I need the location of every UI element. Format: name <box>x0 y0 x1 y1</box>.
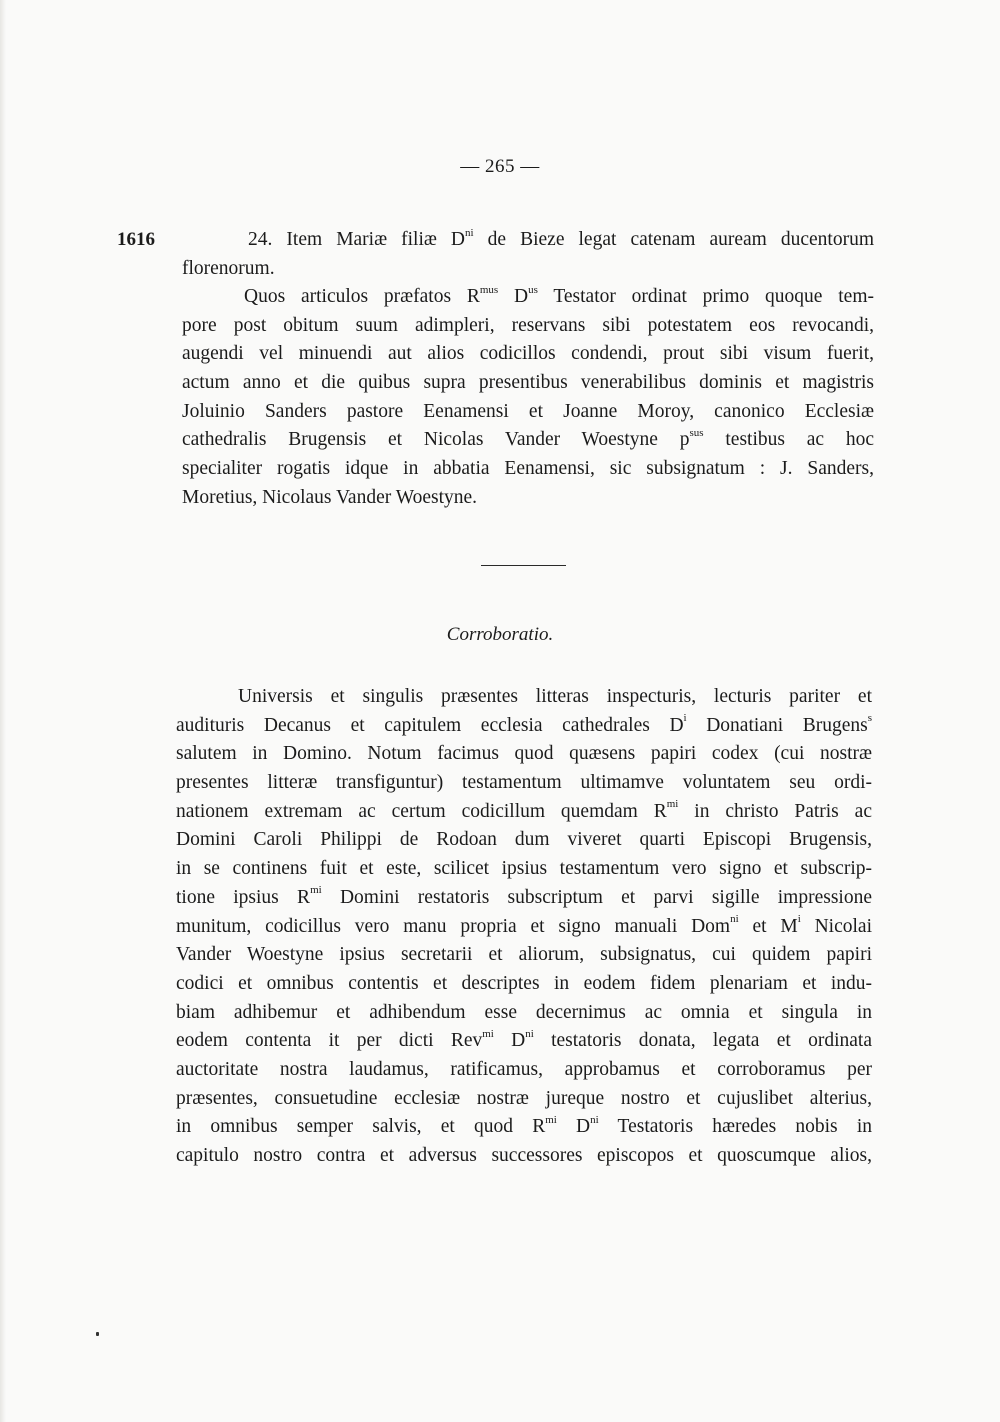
text-line: 24. Item Mariæ filiæ $D^{ni}$ de Bieze legat catenam auream ducentorum <box>248 226 874 250</box>
legacy-item-24 <box>182 226 874 283</box>
text-line: nationem extremam ac certum codicillum quemdam $R^{mi}$ in christo Patris ac <box>176 798 872 822</box>
text-line: Vander Woestyne ipsius secretarii et aliorum, subsignatus, cui quidem papiri <box>176 944 872 966</box>
text-line: Universis et singulis præsentes litteras inspecturis, lecturis pariter et <box>238 686 872 707</box>
text-line: biam adhibemur et adhibendum esse decernimus ac omnia et singula in <box>176 1001 872 1023</box>
section-divider <box>481 565 566 566</box>
text-line: salutem in Domino. Notum facimus quod quæsens papiri codex (cui nostræ <box>176 743 872 765</box>
text-line: capitulo nostro contra et adversus successores episcopos et quoscumque alios, <box>176 1145 872 1166</box>
text-line: specialiter rogatis idque in abbatia Eenamensi, sic subsignatum : J. Sanders, <box>182 458 874 480</box>
text-line: in omnibus semper salvis, et quod $R^{mi}$ $D^{ni}$ Testatoris hæredes nobis in <box>176 1113 872 1138</box>
text-line: actum anno et die quibus supra presentibus venerabilibus dominis et magistris <box>182 372 874 394</box>
text-line: Joluinio Sanders pastore Eenamensi et Joanne Moroy, canonico Ecclesiæ <box>182 400 874 422</box>
text-line: eodem contenta it per dicti Rev$^{mi}$ $D^{ni}$ testatoris donata, legata et ordinata <box>176 1027 872 1052</box>
text-line: tione ipsius $R^{mi}$ Domini restatoris subscriptum et parvi sigille impressione <box>176 884 873 908</box>
text-line: munitum, codicillus vero manu propria et signo manuali Dom$^{ni}$ et $M^i$ Nicolai <box>176 913 872 937</box>
text-line: Quos articulos præfatos $R^{mus}$ $D^{us}$ Testator ordinat primo quoque tem- <box>244 283 874 307</box>
text-line: augendi vel minuendi aut alios codicillos condendi, prout sibi visum fuerit, <box>182 343 874 365</box>
text-line: Moretius, Nicolaus Vander Woestyne. <box>182 486 478 508</box>
scan-speck <box>96 1332 99 1336</box>
text-line: presentes litteræ transfiguntur) testamentum ultimamve voluntatem seu ordi- <box>176 772 872 794</box>
text-line: in se continens fuit et este, scilicet ipsius testamentum vero signo et subscrip- <box>176 858 872 880</box>
text-line: Domini Caroli Philippi de Rodoan dum viveret quarti Episcopi Brugensis, <box>176 829 872 851</box>
text-line: pore post obitum suum adimpleri, reservans sibi potestatem eos revocandi, <box>182 314 874 336</box>
section-heading: Corroboratio. <box>446 624 554 645</box>
margin-year: 1616 <box>117 229 155 250</box>
testament-paragraph <box>182 283 874 513</box>
text-line: florenorum. <box>182 257 275 279</box>
corroboratio-paragraph <box>176 683 872 1171</box>
text-line: cathedralis Brugensis et Nicolas Vander Woestyne $p^{sus}$ testibus ac hoc <box>182 426 874 451</box>
text-line: codici et omnibus contentis et descriptes in eodem fidem plenariam et indu- <box>176 972 872 994</box>
text-line: auctoritate nostra laudamus, ratificamus, approbamus et corroboramus per <box>176 1058 872 1080</box>
page-number: — 265 — <box>460 156 540 177</box>
text-line: præsentes, consuetudine ecclesiæ nostræ jureque nostro et cujuslibet alterius, <box>176 1087 872 1109</box>
text-line: audituris Decanus et capitulem ecclesia cathedrales $D^i$ Donatiani Brugens$^s$ <box>176 712 873 736</box>
